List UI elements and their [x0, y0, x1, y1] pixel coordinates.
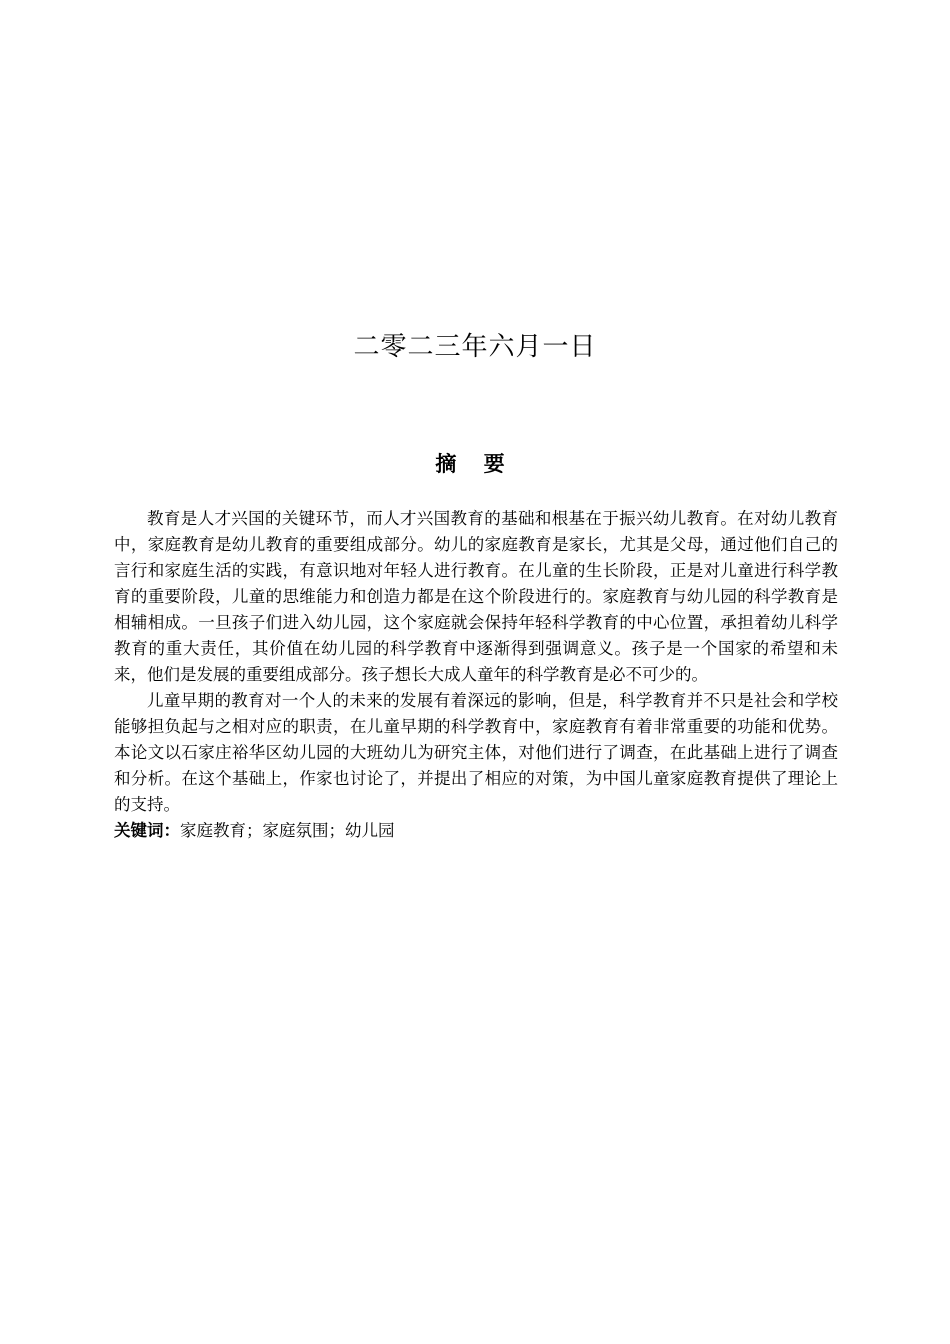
keywords-value: 家庭教育；家庭氛围；幼儿园 [180, 821, 395, 840]
keywords-label: 关键词： [114, 821, 180, 840]
abstract-paragraph: 教育是人才兴国的关键环节，而人才兴国教育的基础和根基在于振兴幼儿教育。在对幼儿教育中，家庭教育是幼儿教育的重要组成部分。幼儿的家庭教育是家长，尤其是父母，通过他们自己的言行和家庭生活的实践，有意识地对年轻人进行教育。在儿童的生长阶段，正是对儿童进行科学教育的重要阶段，儿童的思维能力和创造力都是在这个阶段进行的。家庭教育与幼儿园的科学教育是相辅相成。一旦孩子们进入幼儿园，这个家庭就会保持年轻科学教育的中心位置，承担着幼儿科学教育的重大责任，其价值在幼儿园的科学教育中逐渐得到强调意义。孩子是一个国家的希望和未来，他们是发展的重要组成部分。孩子想长大成人童年的科学教育是必不可少的。 [114, 509, 838, 684]
abstract-paragraph: 儿童早期的教育对一个人的未来的发展有着深远的影响，但是，科学教育并不只是社会和学校能够担负起与之相对应的职责，在儿童早期的科学教育中，家庭教育有着非常重要的功能和优势。本论文以石家庄裕华区幼儿园的大班幼儿为研究主体，对他们进行了调查，在此基础上进行了调查和分析。在这个基础上，作家也讨论了，并提出了相应的对策，为中国儿童家庭教育提供了理论上的支持。 [114, 691, 838, 814]
date-heading: 二零二三年六月一日 [353, 332, 597, 362]
keywords-line [114, 818, 838, 844]
abstract-title: 摘 要 [435, 452, 515, 476]
abstract-body [114, 506, 838, 844]
